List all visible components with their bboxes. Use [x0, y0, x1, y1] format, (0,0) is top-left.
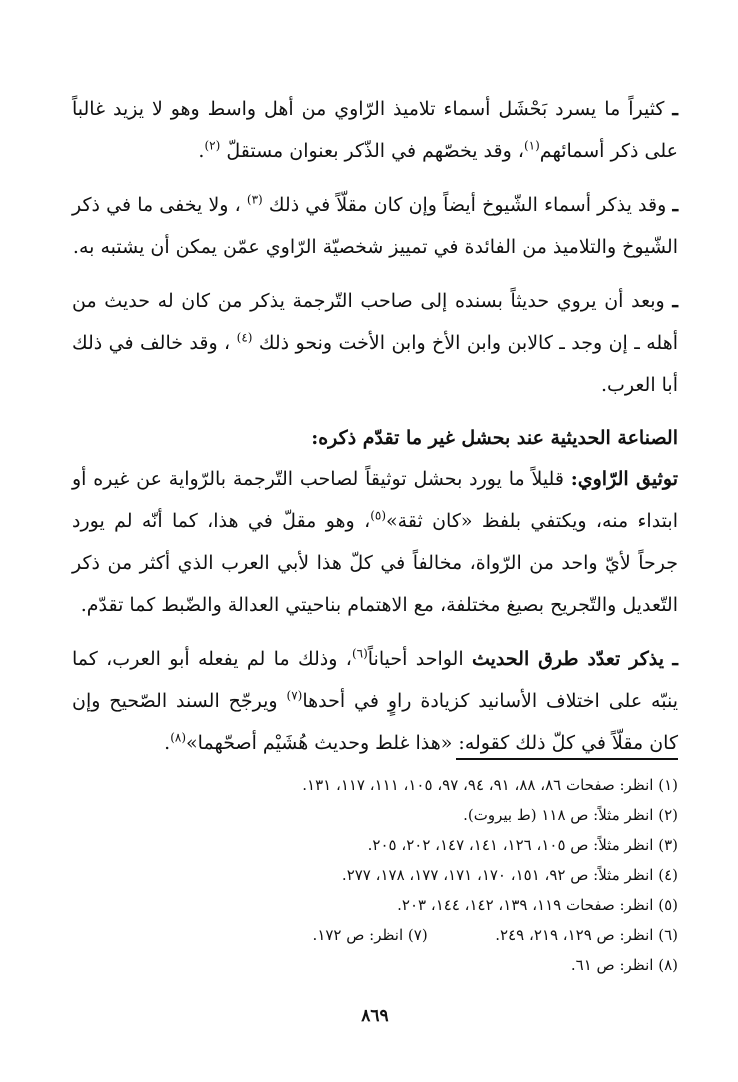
footnote-item: [72, 800, 678, 830]
footnote-ref[interactable]: (٢): [204, 138, 221, 153]
section-heading: الصناعة الحديثية عند بحشل غير ما تقدّم ذكره:: [311, 427, 678, 449]
footnote-item: [72, 860, 678, 890]
dash: ـ: [672, 98, 678, 120]
footnote-text: انظر: ص ١٧٢.: [312, 926, 404, 944]
footnote-item: [72, 770, 678, 800]
footnote-divider: [456, 758, 678, 760]
tawthiq-label: توثيق الرّاوي:: [570, 468, 678, 490]
footnote-text: انظر: ص ١٢٩، ٢١٩، ٢٤٩.: [495, 926, 654, 944]
paragraph-text: وبعد أن يروي حديثاً بسنده إلى صاحب التّرجمة يذكر من كان له حديث من أهله ـ إن وجد ـ كالابن وابن الأخ وابن الأخت ونحو ذلك: [72, 290, 678, 354]
paragraph-turuq: [72, 638, 678, 764]
footnote-text: انظر: صفحات ٨٦، ٨٨، ٩١، ٩٤، ٩٧، ١٠٥، ١١١، ١١٧، ١٣١.: [302, 776, 654, 794]
footnote-text: انظر مثلاً: ص ١٠٥، ١٢٦، ١٤١، ١٤٧، ٢٠٢، ٢٠٥.: [367, 836, 654, 854]
paragraph-text: ، وقد خالف في ذلك أبا العرب.: [72, 332, 678, 396]
footnotes: [72, 770, 678, 980]
paragraph-text: .: [164, 732, 171, 754]
bold-phrase: يذكر تعدّد طرق الحديث: [471, 648, 665, 670]
paragraph-shuyukh: [72, 184, 678, 268]
footnote-number: (٧): [407, 926, 428, 944]
paragraph-text: ، وقد يخصّهم في الذّكر بعنوان مستقلّ: [226, 140, 524, 162]
footnote-ref[interactable]: (٤): [236, 330, 253, 345]
paragraph-text: وقد يذكر أسماء الشّيوخ أيضاً وإن كان مقلّاً في ذلك: [268, 194, 667, 216]
footnote-number: (٢): [658, 806, 678, 824]
footnote-ref[interactable]: (٣): [246, 192, 263, 207]
footnote-number: (٦): [658, 926, 678, 944]
paragraph-text: ويرجّح السند الصّحيح وإن كان مقلّاً في كلّ ذلك كقوله: «هذا غلط وحديث هُشَيْم أصحّهما»: [72, 690, 678, 754]
document-page: [72, 88, 678, 1068]
footnote-number: (٥): [658, 896, 678, 914]
paragraph-text: قليلاً ما يورد بحشل توثيقاً لصاحب التّرجمة بالرّواية عن غيره أو ابتداء منه، ويكتفي بلفظ «كان ثقة»: [72, 468, 678, 532]
dash: ـ: [672, 648, 678, 670]
paragraph-students: [72, 88, 678, 172]
footnote-ref[interactable]: (٨): [170, 730, 187, 745]
footnote-ref[interactable]: (١): [523, 138, 540, 153]
footnote-text: انظر مثلاً: ص ٩٢، ١٥١، ١٧٠، ١٧١، ١٧٧، ١٧٨، ٢٧٧.: [341, 866, 654, 884]
footnote-number: (٣): [658, 836, 678, 854]
footnote-item: [72, 920, 678, 950]
paragraph-tawthiq: [72, 458, 678, 626]
footnote-ref[interactable]: (٧): [286, 688, 303, 703]
paragraph-family: [72, 280, 678, 406]
footnote-number: (٤): [658, 866, 678, 884]
footnote-text: انظر: صفحات ١١٩، ١٣٩، ١٤٢، ١٤٤، ٢٠٣.: [397, 896, 654, 914]
footnote-ref[interactable]: (٥): [370, 508, 387, 523]
paragraph-text: الواحد أحياناً: [367, 648, 464, 670]
footnote-text: انظر: ص ٦١.: [570, 956, 654, 974]
footnote-number: (١): [658, 776, 678, 794]
footnote-item: [72, 950, 678, 980]
dash: ـ: [672, 194, 679, 216]
paragraph-text: .: [198, 140, 205, 162]
paragraph-text: ، وهو مقلّ في هذا، كما أنّه لم يورد جرحاً لأيّ واحد من الرّواة، مخالفاً في كلّ هذا لأبي العرب الذي أكثر من ذكر التّعديل والتّجريح بصيغ مختلفة، مع الاهتمام بناحيتي العدالة والضّبط كما تقدّم.: [72, 510, 678, 616]
footnote-text: انظر مثلاً: ص ١١٨ (ط بيروت).: [463, 806, 654, 824]
footnote-item: [72, 890, 678, 920]
page-number: ٨٦٩: [361, 1006, 389, 1026]
paragraph-text: ، ولا يخفى ما في ذكر الشّيوخ والتلاميذ من الفائدة في تمييز شخصيّة الرّاوي عمّن يمكن أن يشتبه به.: [72, 194, 678, 258]
footnote-ref[interactable]: (٦): [351, 646, 368, 661]
footnote-item: [72, 830, 678, 860]
dash: ـ: [672, 290, 678, 312]
paragraph-text: كثيراً ما يسرد بَحْشَل أسماء تلاميذ الرّاوي من أهل واسط وهو لا يزيد غالباً على ذكر أسمائهم: [72, 98, 678, 162]
paragraph-text: ، وذلك ما لم يفعله أبو العرب، كما ينبّه على اختلاف الأسانيد كزيادة راوٍ في أحدها: [72, 648, 678, 712]
footnote-number: (٨): [658, 956, 678, 974]
